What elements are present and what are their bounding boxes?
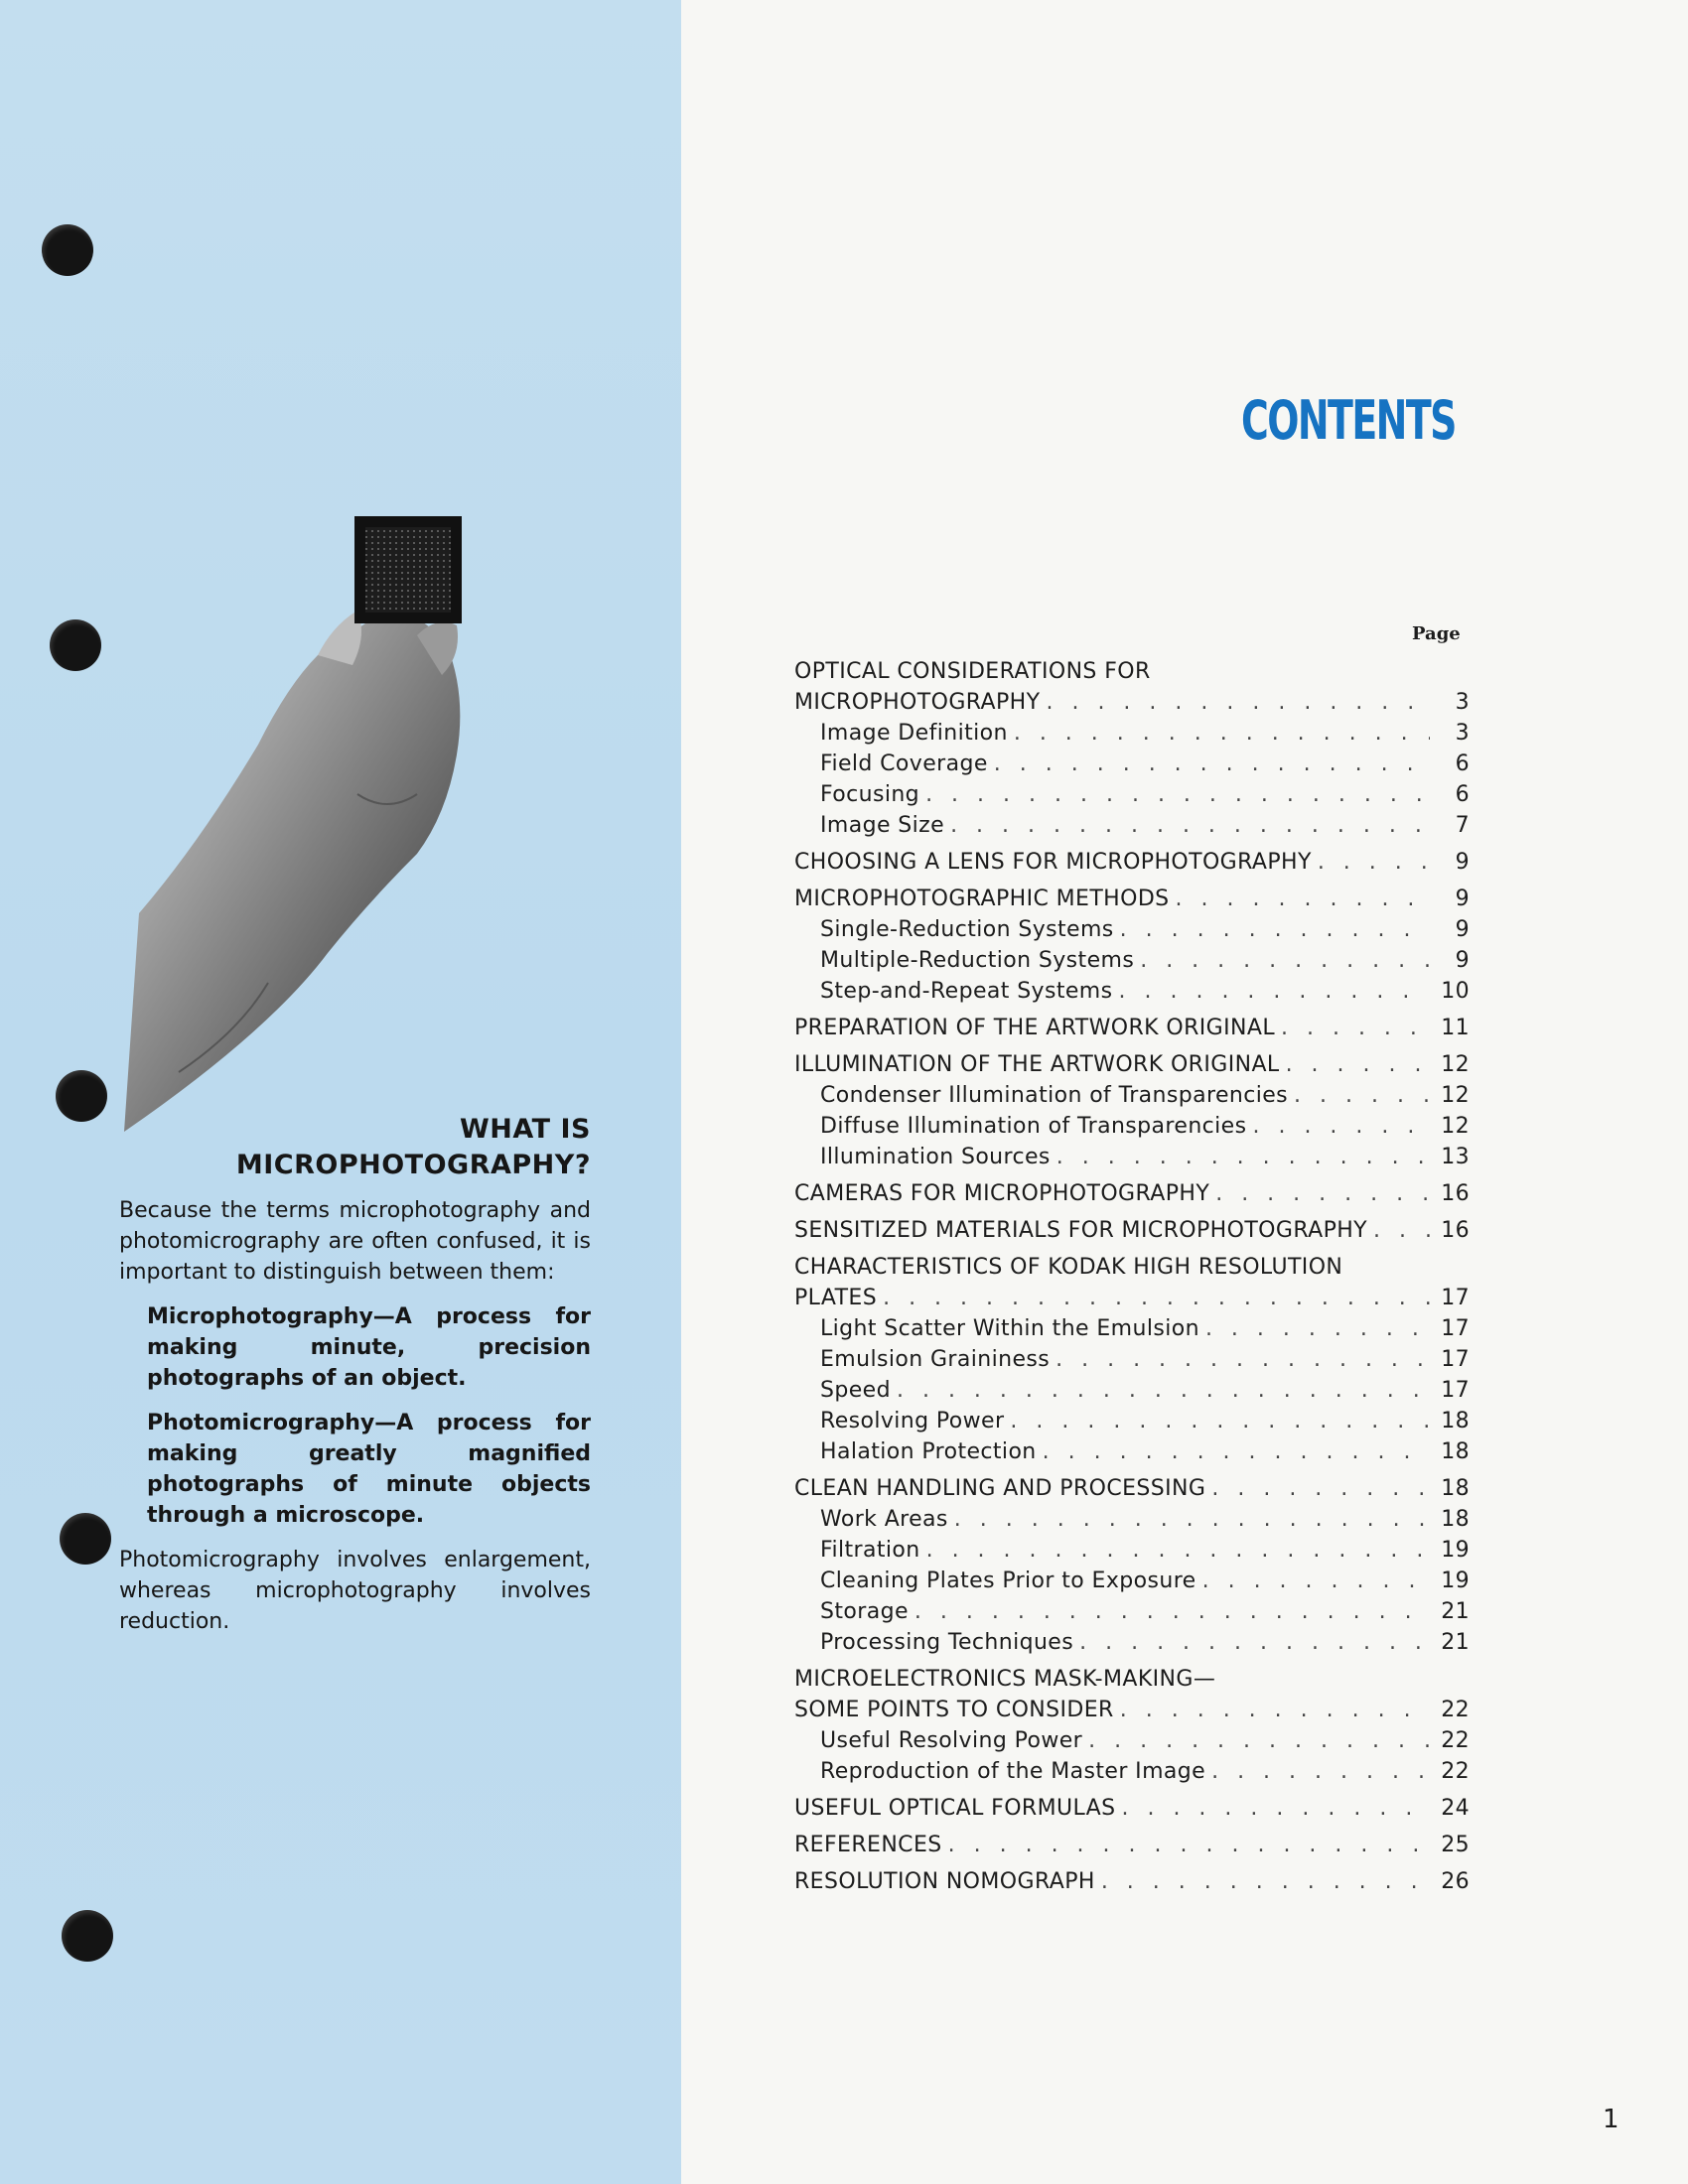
toc-leader-dots — [914, 1599, 1430, 1624]
toc-entry-title: Multiple-Reduction Systems — [820, 948, 1135, 973]
toc-entry-page: 24 — [1441, 1796, 1470, 1821]
toc-entry-title: CHOOSING A LENS FOR MICROPHOTOGRAPHY — [794, 850, 1312, 875]
toc-leader-dots — [1043, 1439, 1430, 1464]
toc-entry-page: 16 — [1441, 1218, 1470, 1243]
contents-heading: CONTENTS — [1241, 389, 1456, 452]
toc-entry — [794, 1667, 1470, 1698]
toc-leader-dots — [1294, 1083, 1430, 1108]
toc-entry — [794, 1347, 1470, 1378]
toc-entry-title: Resolving Power — [820, 1409, 1005, 1433]
toc-entry-page: 19 — [1441, 1538, 1470, 1563]
toc-entry — [794, 1630, 1470, 1661]
toc-entry-page: 13 — [1441, 1145, 1470, 1169]
toc-entry-title: CLEAN HANDLING AND PROCESSING — [794, 1476, 1206, 1501]
toc-entry-title: Speed — [820, 1378, 891, 1403]
toc-leader-dots — [948, 1833, 1430, 1857]
toc-entry — [794, 1316, 1470, 1347]
toc-entry-title: CHARACTERISTICS OF KODAK HIGH RESOLUTION — [794, 1255, 1343, 1280]
toc-leader-dots — [926, 1538, 1430, 1563]
toc-entry — [794, 1476, 1470, 1507]
toc-leader-dots — [1202, 1569, 1430, 1593]
toc-entry-page: 26 — [1441, 1869, 1470, 1894]
toc-entry-title: Focusing — [820, 782, 920, 807]
title-line-2: MICROPHOTOGRAPHY? — [235, 1150, 591, 1180]
toc-entry-title: Light Scatter Within the Emulsion — [820, 1316, 1199, 1341]
binder-hole-3 — [56, 1070, 107, 1122]
page-column-label: Page — [1412, 623, 1461, 644]
toc-leader-dots — [1088, 1728, 1430, 1753]
toc-leader-dots — [1119, 979, 1431, 1004]
toc-leader-dots — [1120, 1698, 1430, 1722]
toc-entry-title: PREPARATION OF THE ARTWORK ORIGINAL — [794, 1016, 1275, 1040]
toc-entry-page: 22 — [1441, 1759, 1470, 1784]
binder-hole-2 — [50, 619, 101, 671]
toc-entry — [794, 1698, 1470, 1728]
toc-entry — [794, 1759, 1470, 1790]
toc-entry — [794, 782, 1470, 813]
toc-entry — [794, 721, 1470, 751]
toc-entry-page: 9 — [1455, 948, 1470, 973]
binder-hole-4 — [60, 1513, 111, 1565]
toc-entry-page: 12 — [1441, 1114, 1470, 1139]
toc-entry-title: SENSITIZED MATERIALS FOR MICROPHOTOGRAPHY — [794, 1218, 1368, 1243]
toc-leader-dots — [1318, 850, 1430, 875]
toc-entry — [794, 850, 1470, 881]
toc-entry — [794, 1507, 1470, 1538]
toc-leader-dots — [897, 1378, 1430, 1403]
toc-entry — [794, 1439, 1470, 1470]
toc-entry-title: SOME POINTS TO CONSIDER — [794, 1698, 1114, 1722]
toc-entry — [794, 887, 1470, 917]
toc-entry-title: RESOLUTION NOMOGRAPH — [794, 1869, 1095, 1894]
toc-entry-page: 9 — [1455, 887, 1470, 911]
toc-entry-title: Step-and-Repeat Systems — [820, 979, 1113, 1004]
toc-entry-title: REFERENCES — [794, 1833, 942, 1857]
toc-leader-dots — [1014, 721, 1430, 746]
toc-entry — [794, 1796, 1470, 1827]
toc-entry — [794, 917, 1470, 948]
toc-entry-title: Work Areas — [820, 1507, 948, 1532]
toc-entry-page: 18 — [1441, 1409, 1470, 1433]
toc-entry — [794, 1181, 1470, 1212]
binder-hole-1 — [42, 224, 93, 276]
toc-entry-page: 17 — [1441, 1316, 1470, 1341]
toc-entry-title: Cleaning Plates Prior to Exposure — [820, 1569, 1196, 1593]
toc-entry-title: USEFUL OPTICAL FORMULAS — [794, 1796, 1116, 1821]
toc-entry — [794, 1409, 1470, 1439]
toc-leader-dots — [1140, 948, 1430, 973]
page-number: 1 — [1603, 2105, 1619, 2134]
toc-entry-page: 21 — [1441, 1599, 1470, 1624]
toc-leader-dots — [1079, 1630, 1430, 1655]
toc-entry-page: 11 — [1441, 1016, 1470, 1040]
toc-entry — [794, 1145, 1470, 1175]
toc-entry — [794, 1728, 1470, 1759]
toc-entry-title: Storage — [820, 1599, 909, 1624]
toc-entry-page: 17 — [1441, 1347, 1470, 1372]
toc-entry-page: 17 — [1441, 1378, 1470, 1403]
toc-entry — [794, 1538, 1470, 1569]
toc-entry-page: 18 — [1441, 1476, 1470, 1501]
toc-entry-page: 17 — [1441, 1286, 1470, 1310]
toc-entry-title: Field Coverage — [820, 751, 988, 776]
toc-leader-dots — [1211, 1759, 1430, 1784]
toc-entry-title: MICROPHOTOGRAPHY — [794, 690, 1041, 715]
toc-leader-dots — [1286, 1052, 1430, 1077]
toc-entry — [794, 1255, 1470, 1286]
toc-leader-dots — [1373, 1218, 1430, 1243]
toc-entry-page: 18 — [1441, 1507, 1470, 1532]
toc-entry — [794, 690, 1470, 721]
toc-leader-dots — [883, 1286, 1430, 1310]
toc-entry-title: MICROELECTRONICS MASK-MAKING— — [794, 1667, 1216, 1692]
toc-entry-title: Diffuse Illumination of Transparencies — [820, 1114, 1247, 1139]
toc-leader-dots — [1055, 1347, 1430, 1372]
toc-entry-page: 22 — [1441, 1698, 1470, 1722]
toc-entry-page: 10 — [1441, 979, 1470, 1004]
intro-paragraph: Because the terms microphotography and photomicrography are often confused, it is important to distinguish between them: — [119, 1198, 591, 1285]
toc-entry — [794, 1016, 1470, 1046]
toc-entry-page: 3 — [1455, 690, 1470, 715]
toc-entry-title: Processing Techniques — [820, 1630, 1074, 1655]
toc-leader-dots — [1010, 1409, 1430, 1433]
toc-entry — [794, 1286, 1470, 1316]
definition-photomicrography: Photomicrography—A process for making greatly magnified photographs of minute objects through a microscope. — [147, 1411, 591, 1528]
toc-leader-dots — [1056, 1145, 1430, 1169]
toc-entry — [794, 1378, 1470, 1409]
toc-entry — [794, 979, 1470, 1010]
toc-entry-title: MICROPHOTOGRAPHIC METHODS — [794, 887, 1170, 911]
toc-entry — [794, 1599, 1470, 1630]
toc-entry-title: ILLUMINATION OF THE ARTWORK ORIGINAL — [794, 1052, 1280, 1077]
toc-entry-title: PLATES — [794, 1286, 878, 1310]
toc-entry — [794, 1869, 1470, 1900]
toc-entry-page: 22 — [1441, 1728, 1470, 1753]
toc-entry — [794, 1833, 1470, 1863]
toc-entry-title: Image Definition — [820, 721, 1008, 746]
toc-leader-dots — [925, 782, 1430, 807]
hand-holding-plate-photo — [119, 516, 546, 1132]
toc-entry-page: 12 — [1441, 1083, 1470, 1108]
toc-entry-page: 18 — [1441, 1439, 1470, 1464]
toc-entry-page: 6 — [1455, 751, 1470, 776]
toc-entry-page: 19 — [1441, 1569, 1470, 1593]
toc-leader-dots — [1046, 690, 1430, 715]
toc-leader-dots — [1281, 1016, 1430, 1040]
toc-entry-page: 9 — [1455, 917, 1470, 942]
table-of-contents — [794, 659, 1470, 1900]
toc-entry — [794, 1218, 1470, 1249]
toc-entry — [794, 1569, 1470, 1599]
toc-entry-page: 16 — [1441, 1181, 1470, 1206]
toc-entry — [794, 1114, 1470, 1145]
toc-entry-title: Useful Resolving Power — [820, 1728, 1083, 1753]
toc-entry-title: Single-Reduction Systems — [820, 917, 1114, 942]
toc-entry-page: 7 — [1455, 813, 1470, 838]
toc-entry-page: 9 — [1455, 850, 1470, 875]
toc-leader-dots — [1215, 1181, 1430, 1206]
toc-leader-dots — [1211, 1476, 1430, 1501]
toc-leader-dots — [1252, 1114, 1430, 1139]
toc-entry — [794, 948, 1470, 979]
toc-entry-title: Filtration — [820, 1538, 920, 1563]
toc-entry — [794, 751, 1470, 782]
toc-entry-title: Illumination Sources — [820, 1145, 1051, 1169]
what-is-microphotography-section — [119, 1112, 591, 1637]
toc-leader-dots — [950, 813, 1430, 838]
title-line-1: WHAT IS — [460, 1114, 591, 1145]
toc-entry-title: Image Size — [820, 813, 945, 838]
section-title — [119, 1112, 591, 1183]
toc-entry-title: Condenser Illumination of Transparencies — [820, 1083, 1289, 1108]
toc-leader-dots — [1120, 917, 1430, 942]
toc-entry-page: 6 — [1455, 782, 1470, 807]
toc-entry-page: 12 — [1441, 1052, 1470, 1077]
toc-leader-dots — [1176, 887, 1430, 911]
toc-leader-dots — [1205, 1316, 1430, 1341]
toc-entry-title: Halation Protection — [820, 1439, 1037, 1464]
closing-paragraph: Photomicrography involves enlargement, whereas microphotography involves reduction. — [119, 1548, 591, 1634]
toc-entry-page: 25 — [1441, 1833, 1470, 1857]
toc-entry — [794, 1052, 1470, 1083]
toc-leader-dots — [1121, 1796, 1430, 1821]
toc-entry-page: 21 — [1441, 1630, 1470, 1655]
toc-entry-title: Reproduction of the Master Image — [820, 1759, 1206, 1784]
toc-entry — [794, 659, 1470, 690]
binder-hole-5 — [62, 1910, 113, 1962]
toc-entry-title: OPTICAL CONSIDERATIONS FOR — [794, 659, 1151, 684]
toc-entry — [794, 1083, 1470, 1114]
toc-leader-dots — [1101, 1869, 1430, 1894]
toc-leader-dots — [994, 751, 1430, 776]
toc-entry-title: CAMERAS FOR MICROPHOTOGRAPHY — [794, 1181, 1210, 1206]
toc-entry — [794, 813, 1470, 844]
toc-entry-page: 3 — [1455, 721, 1470, 746]
toc-entry-title: Emulsion Graininess — [820, 1347, 1051, 1372]
toc-leader-dots — [954, 1507, 1430, 1532]
definition-microphotography: Microphotography—A process for making minute, precision photographs of an object. — [147, 1304, 591, 1391]
